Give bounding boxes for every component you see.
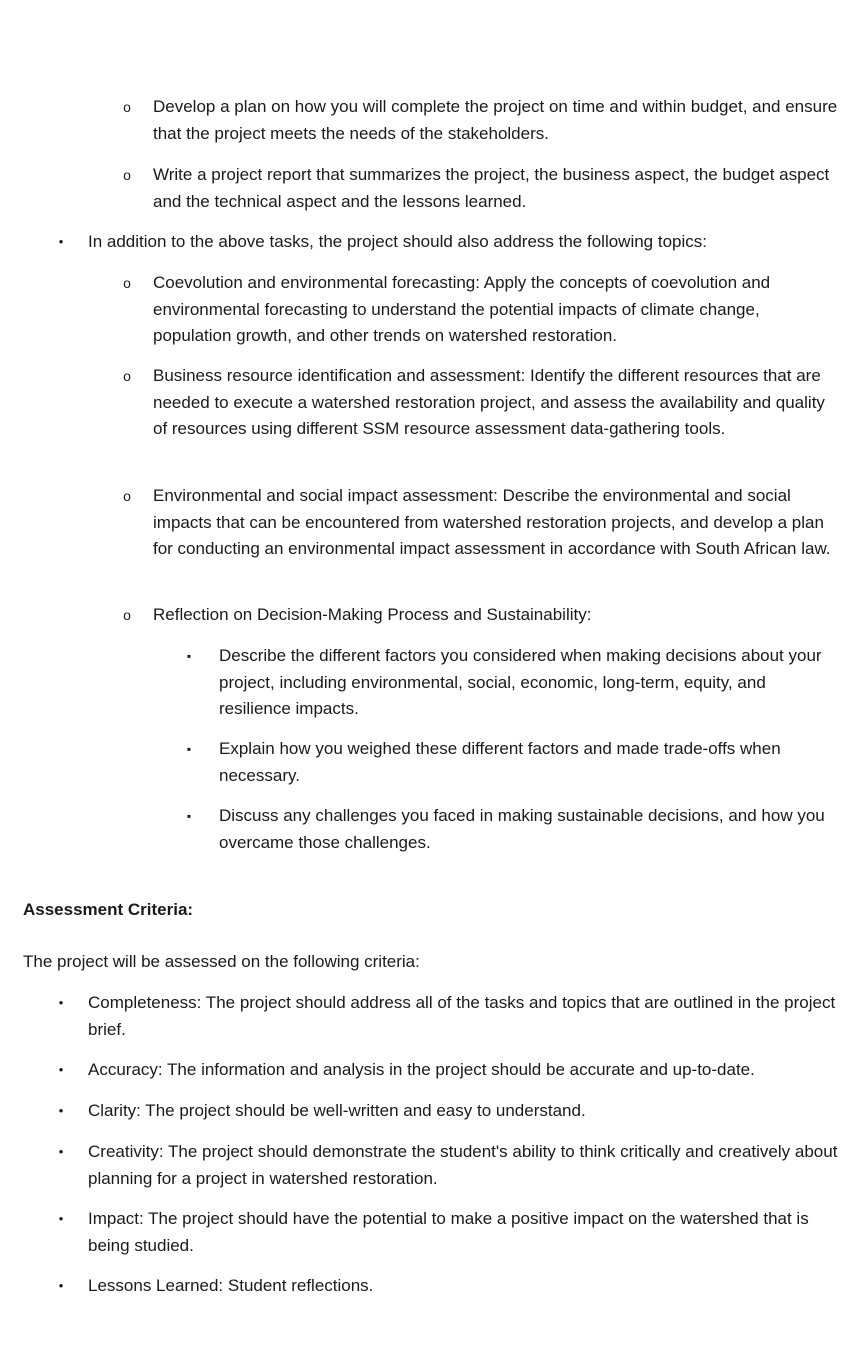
list-item xyxy=(118,270,842,350)
list-item xyxy=(118,483,842,563)
list-item xyxy=(118,602,842,629)
list-item-text: Coevolution and environmental forecasting: Apply the concepts of coevolution and environmental forecasting to understand the potential impacts of climate change, population growth, and other trends on watershed restoration. xyxy=(153,273,771,345)
section-intro: The project will be assessed on the following criteria: xyxy=(23,952,420,971)
list-item xyxy=(52,990,842,1043)
list-item xyxy=(118,363,842,443)
list-item-text: Creativity: The project should demonstrate the student's ability to think critically and creatively about planning for a project in watershed restoration. xyxy=(88,1142,838,1188)
list-item-text: Accuracy: The information and analysis in the project should be accurate and up-to-date. xyxy=(88,1060,755,1079)
square-bullet-icon: ▪ xyxy=(186,809,192,823)
circle-bullet-icon: o xyxy=(123,167,131,183)
list-item xyxy=(182,736,842,789)
dot-bullet-icon: • xyxy=(58,1103,64,1118)
list-item-text: Discuss any challenges you faced in making sustainable decisions, and how you overcame those challenges. xyxy=(219,806,825,852)
list-item xyxy=(52,1206,842,1259)
list-item-text: In addition to the above tasks, the project should also address the following topics: xyxy=(88,232,707,251)
list-item-text: Develop a plan on how you will complete the project on time and within budget, and ensure that the project meets the needs of the stakeholders. xyxy=(153,97,838,143)
dot-bullet-icon: • xyxy=(58,1278,64,1293)
dot-bullet-icon: • xyxy=(58,1144,64,1159)
dot-bullet-icon: • xyxy=(58,234,64,249)
list-item-text: Impact: The project should have the potential to make a positive impact on the watershed that is being studied. xyxy=(88,1209,809,1255)
list-item-text: Business resource identification and assessment: Identify the different resources that are needed to execute a watershed restoration project, and assess the availability and quality of resources using different SSM resource assessment data-gathering tools. xyxy=(153,366,825,438)
list-item-text: Write a project report that summarizes the project, the business aspect, the budget aspect and the technical aspect and the lessons learned. xyxy=(153,165,830,211)
dot-bullet-icon: • xyxy=(58,1062,64,1077)
square-bullet-icon: ▪ xyxy=(186,742,192,756)
list-item xyxy=(52,229,842,256)
circle-bullet-icon: o xyxy=(123,99,131,115)
list-item xyxy=(52,1273,842,1300)
list-item xyxy=(52,1098,842,1125)
list-item-text: Explain how you weighed these different factors and made trade-offs when necessary. xyxy=(219,739,781,785)
list-item-text: Completeness: The project should address all of the tasks and topics that are outlined in the project brief. xyxy=(88,993,836,1039)
list-item xyxy=(182,803,842,856)
list-item xyxy=(118,94,842,147)
square-bullet-icon: ▪ xyxy=(186,649,192,663)
circle-bullet-icon: o xyxy=(123,488,131,504)
circle-bullet-icon: o xyxy=(123,275,131,291)
dot-bullet-icon: • xyxy=(58,995,64,1010)
list-item-text: Environmental and social impact assessment: Describe the environmental and social impacts that can be encountered from watershed restoration projects, and develop a plan for conducting an environmental impact assessment in accordance with South African law. xyxy=(153,486,831,558)
circle-bullet-icon: o xyxy=(123,607,131,623)
circle-bullet-icon: o xyxy=(123,368,131,384)
list-item xyxy=(52,1139,842,1192)
list-item-text: Clarity: The project should be well-written and easy to understand. xyxy=(88,1101,586,1120)
section-heading: Assessment Criteria: xyxy=(23,900,194,919)
list-item xyxy=(118,162,842,215)
list-item xyxy=(52,1057,842,1084)
list-item xyxy=(182,643,842,723)
list-item-text: Describe the different factors you considered when making decisions about your project, including environmental, social, economic, long-term, equity, and resilience impacts. xyxy=(219,646,822,718)
list-item-text: Lessons Learned: Student reflections. xyxy=(88,1276,374,1295)
dot-bullet-icon: • xyxy=(58,1211,64,1226)
list-item-text: Reflection on Decision-Making Process and Sustainability: xyxy=(153,605,592,624)
